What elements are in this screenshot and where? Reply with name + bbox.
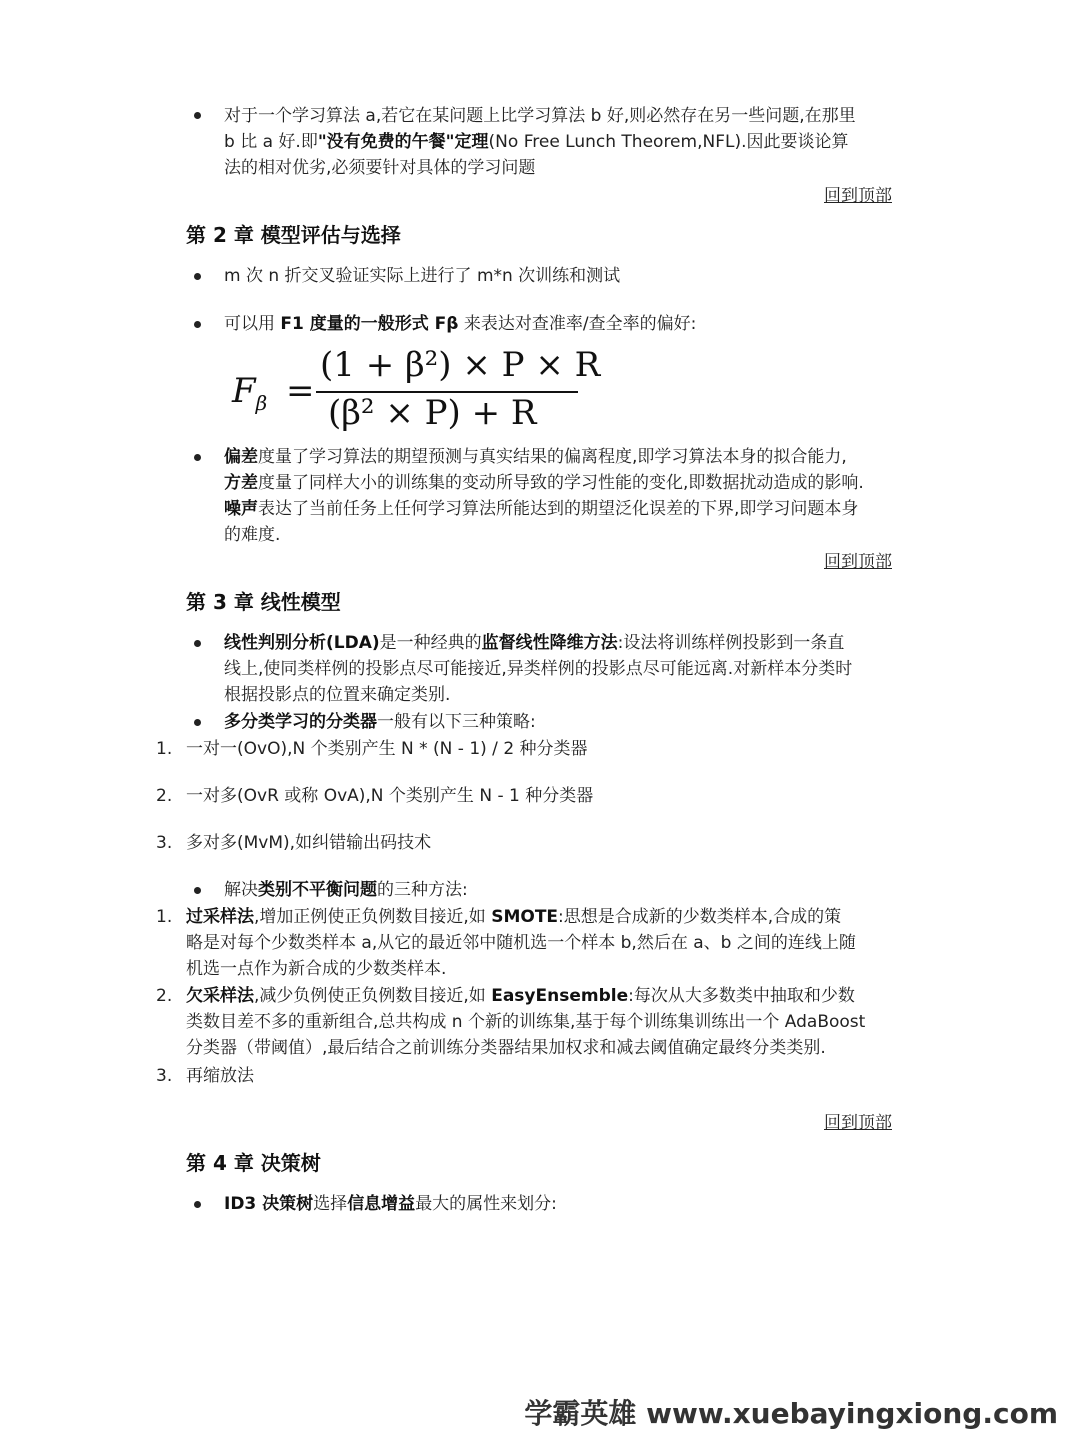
bullet — [194, 887, 201, 894]
id3-bullet: ID3 决策树选择信息增益最大的属性来划分: — [224, 1194, 557, 1214]
bullet — [194, 273, 201, 280]
list-item-ovr: 一对多(OvR 或称 OvA),N 个类别产生 N - 1 种分类器 — [186, 786, 594, 806]
back-to-top-link[interactable]: 回到顶部 — [824, 1113, 892, 1133]
noise-line-2: 的难度. — [224, 525, 281, 545]
bullet — [194, 640, 201, 647]
list-item-ovo: 一对一(OvO),N 个类别产生 N * (N - 1) / 2 种分类器 — [186, 739, 588, 759]
formula-denominator: (β² × P) + R — [328, 393, 537, 433]
list-number: 2. — [156, 986, 173, 1006]
cv-bullet: m 次 n 折交叉验证实际上进行了 m*n 次训练和测试 — [224, 266, 621, 286]
variance-line: 方差度量了同样大小的训练集的变动所导致的学习性能的变化,即数据扰动造成的影响. — [224, 473, 864, 493]
imbalance-bullet: 解决类别不平衡问题的三种方法: — [224, 880, 468, 900]
fbeta-formula: $F_\beta$ = (1 + β²) × P × R (β² × P) + R — [232, 345, 601, 433]
undersampling-line-2: 类数目差不多的重新组合,总共构成 n 个新的训练集,基于每个训练集训练出一个 AdaBoost — [186, 1012, 866, 1032]
undersampling-line-3: 分类器（带阈值）,最后结合之前训练分类器结果加权求和减去阈值确定最终分类类别. — [186, 1038, 826, 1058]
multiclass-bullet: 多分类学习的分类器一般有以下三种策略: — [224, 712, 536, 732]
oversampling-line-1: 过采样法,增加正例使正负例数目接近,如 SMOTE:思想是合成新的少数类样本,合成的策 — [186, 907, 842, 927]
bullet — [194, 112, 201, 119]
nfl-line-2: b 比 a 好.即"没有免费的午餐"定理(No Free Lunch Theorem,NFL).因此要谈论算 — [224, 132, 849, 152]
bullet — [194, 454, 201, 461]
lda-line-3: 根据投影点的位置来确定类别. — [224, 685, 451, 705]
bullet — [194, 719, 201, 726]
rescaling-item: 再缩放法 — [186, 1066, 254, 1086]
noise-line: 噪声表达了当前任务上任何学习算法所能达到的期望泛化误差的下界,即学习问题本身 — [224, 499, 859, 519]
nfl-line-1: 对于一个学习算法 a,若它在某问题上比学习算法 b 好,则必然存在另一些问题,在那里 — [224, 106, 856, 126]
formula-numerator: (1 + β²) × P × R — [320, 345, 601, 385]
bullet — [194, 321, 201, 328]
lda-line-1: 线性判别分析(LDA)是一种经典的监督线性降维方法:设法将训练样例投影到一条直 — [224, 633, 845, 653]
chapter-2-title: 第 2 章 模型评估与选择 — [186, 223, 401, 247]
bullet — [194, 1201, 201, 1208]
list-number: 3. — [156, 833, 173, 853]
fbeta-bullet: 可以用 F1 度量的一般形式 Fβ 来表达对查准率/查全率的偏好: — [224, 314, 697, 334]
back-to-top-link[interactable]: 回到顶部 — [824, 186, 892, 206]
oversampling-line-2: 略是对每个少数类样本 a,从它的最近邻中随机选一个样本 b,然后在 a、b 之间的连线上随 — [186, 933, 856, 953]
list-number: 1. — [156, 907, 173, 927]
nfl-theorem-name: "没有免费的午餐"定理 — [317, 132, 489, 152]
oversampling-line-3: 机选一点作为新合成的少数类样本. — [186, 959, 447, 979]
chapter-4-title: 第 4 章 决策树 — [186, 1151, 321, 1175]
list-number: 2. — [156, 786, 173, 806]
undersampling-line-1: 欠采样法,减少负例使正负例数目接近,如 EasyEnsemble:每次从大多数类中抽取和少数 — [186, 986, 855, 1006]
site-watermark: 学霸英雄 www.xuebayingxiong.com — [524, 1397, 1058, 1430]
lda-line-2: 线上,使同类样例的投影点尽可能接近,异类样例的投影点尽可能远离.对新样本分类时 — [224, 659, 853, 679]
list-number: 3. — [156, 1066, 173, 1086]
chapter-3-title: 第 3 章 线性模型 — [186, 590, 341, 614]
bias-line: 偏差度量了学习算法的期望预测与真实结果的偏离程度,即学习算法本身的拟合能力, — [224, 447, 847, 467]
back-to-top-link[interactable]: 回到顶部 — [824, 552, 892, 572]
nfl-line-3: 法的相对优劣,必须要针对具体的学习问题 — [224, 158, 536, 178]
list-number: 1. — [156, 739, 173, 759]
list-item-mvm: 多对多(MvM),如纠错输出码技术 — [186, 833, 432, 853]
